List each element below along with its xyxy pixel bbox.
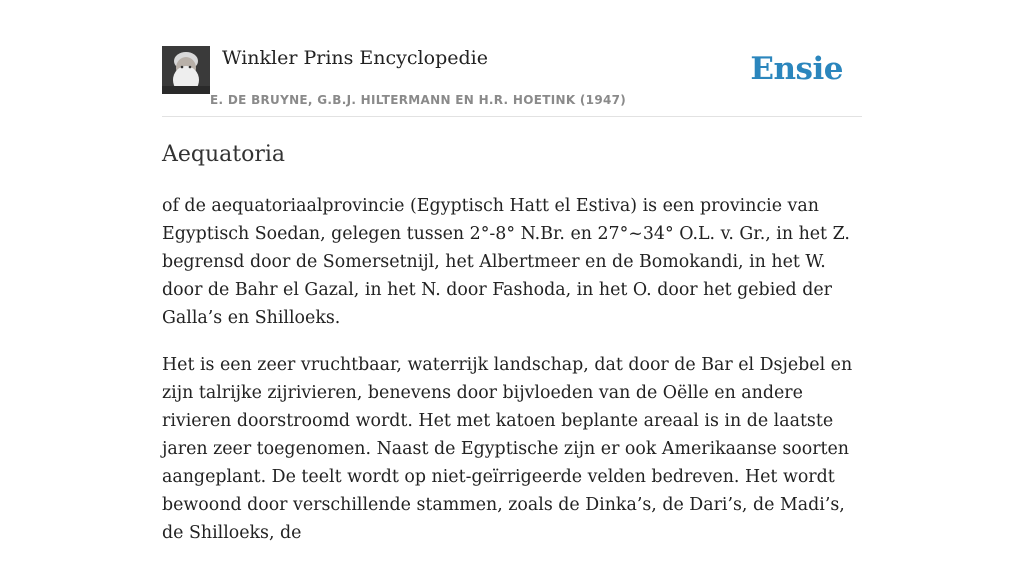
ensie-logo[interactable]: Ensie <box>750 51 843 87</box>
article-title: Aequatoria <box>162 142 286 167</box>
source-authors: E. DE BRUYNE, G.B.J. HILTERMANN EN H.R. HOETINK (1947) <box>210 93 627 107</box>
article-paragraph: of de aequatoriaalprovincie (Egyptisch Hatt el Estiva) is een provincie van Egyptisch Soedan, gelegen tussen 2°-8° N.Br. en 27°~34° O.L. v. Gr., in het Z. begrensd door de Somersetnijl, het Albertmeer en de Bomokandi, in het W. door de Bahr el Gazal, in het N. door Fashoda, in het O. door het gebied der Galla’s en Shilloeks. <box>162 196 850 328</box>
article-paragraph: Het is een zeer vruchtbaar, waterrijk landschap, dat door de Bar el Dsjebel en zijn talrijke zijrivieren, benevens door bijvloeden van de Oëlle en andere rivieren doorstroomd wordt. Het met katoen beplante areaal is in de laatste jaren zeer toegenomen. Naast de Egyptische zijn er ook Amerikaanse soorten aangeplant. De teelt wordt op niet-geïrrigeerde velden bedreven. Het wordt bewoond door verschillende stammen, zoals de Dinka’s, de Dari’s, de Madi’s, de Shilloeks, de <box>162 355 853 543</box>
source-header <box>162 46 862 117</box>
source-title[interactable]: Winkler Prins Encyclopedie <box>222 47 488 69</box>
author-avatar[interactable] <box>162 46 210 94</box>
bearded-man-portrait-icon <box>162 46 210 94</box>
article-body <box>162 192 862 566</box>
